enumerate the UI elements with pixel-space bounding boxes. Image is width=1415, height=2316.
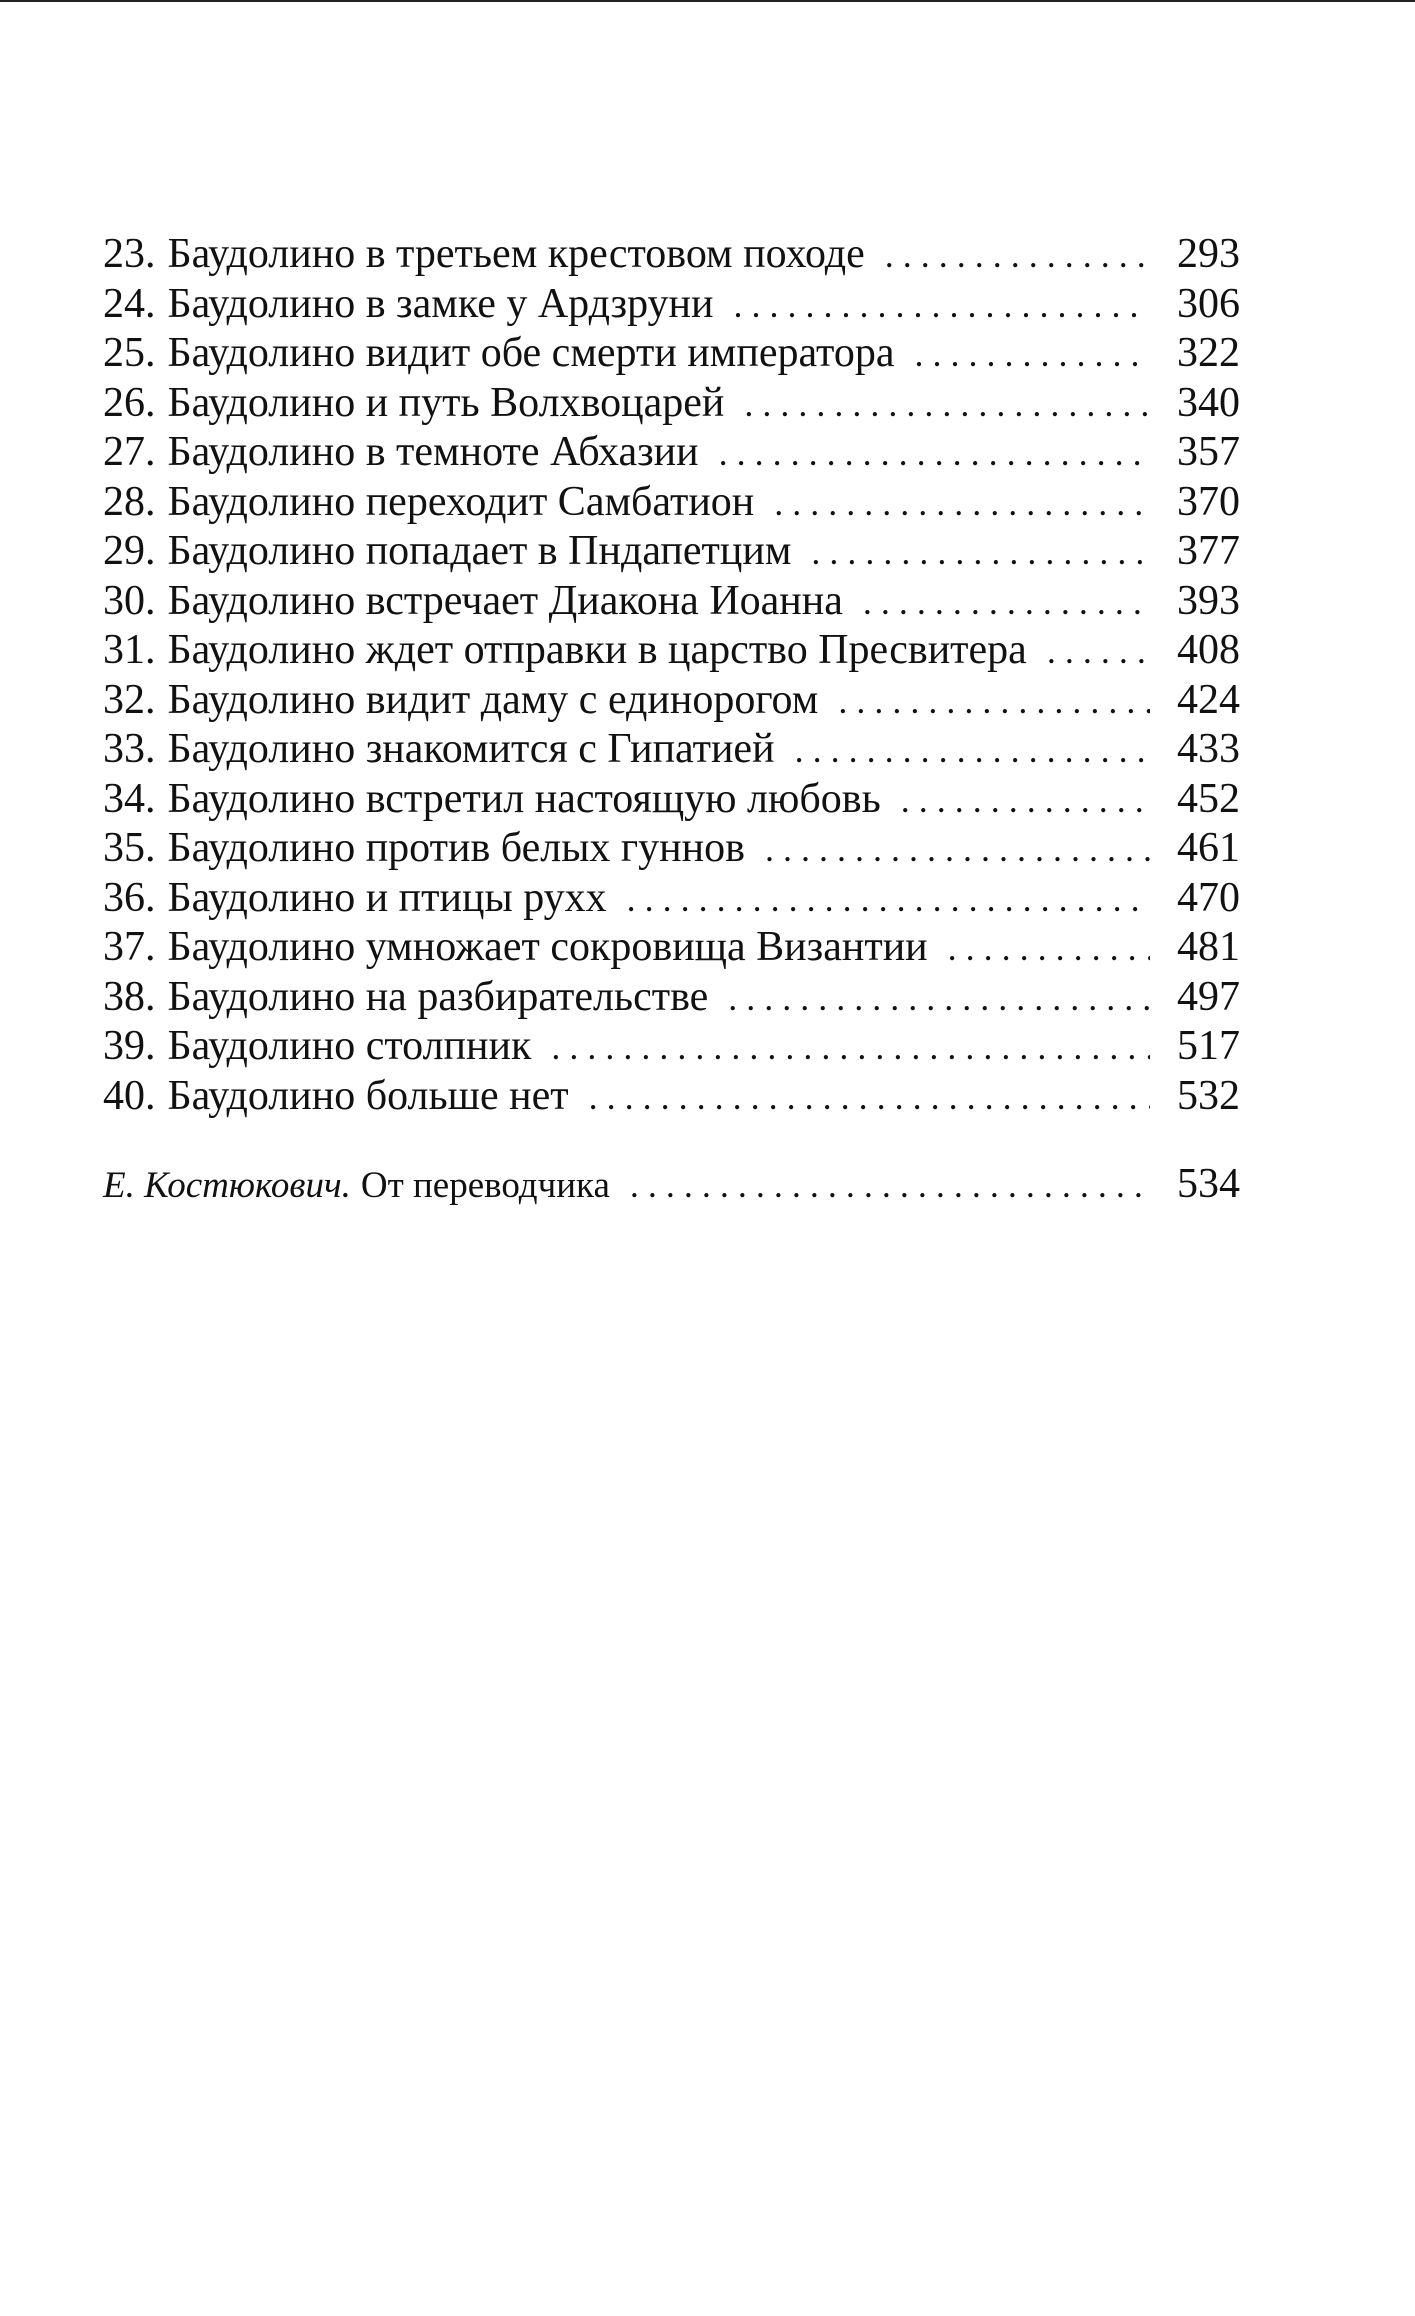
- chapter-title: Баудолино и птицы рухх: [167, 874, 607, 921]
- chapter-title: Баудолино и путь Волхвоцарей: [167, 379, 725, 426]
- chapter-number: 31.: [103, 627, 156, 673]
- chapter-number: 37.: [103, 924, 156, 970]
- chapter-title: Баудолино против белых гуннов: [167, 825, 745, 871]
- afterword-entry: [103, 1160, 1240, 1210]
- chapter-title: Баудолино встречает Диакона Иоанна: [167, 577, 843, 624]
- toc-entry: [103, 824, 1240, 874]
- dot-leader: [885, 231, 1150, 281]
- dot-leader: [774, 479, 1150, 529]
- chapter-title: Баудолино на разбирательстве: [167, 973, 709, 1020]
- chapter-title: Баудолино в темноте Абхазии: [167, 429, 699, 475]
- dot-leader: [838, 677, 1150, 727]
- page-number: 433: [1177, 726, 1240, 772]
- chapter-number: 35.: [103, 825, 156, 871]
- chapter-title: Баудолино встретил настоящую любовь: [167, 775, 881, 822]
- chapter-number: 24.: [103, 280, 156, 327]
- dot-leader: [863, 578, 1150, 628]
- chapter-number: 27.: [103, 429, 156, 475]
- chapter-title: Баудолино в третьем крестовом походе: [167, 231, 865, 277]
- toc-entry: [103, 1072, 1240, 1122]
- chapter-number: 36.: [103, 874, 156, 921]
- table-of-contents: [103, 230, 1240, 1121]
- toc-entry: [103, 428, 1240, 478]
- toc-entry: [103, 1160, 1240, 1210]
- page-number: 532: [1177, 1072, 1240, 1119]
- toc-entry: [103, 923, 1240, 973]
- chapter-title: Баудолино столпник: [167, 1023, 532, 1069]
- toc-entry: [103, 874, 1240, 924]
- page-number: 306: [1177, 280, 1240, 327]
- toc-entry: [103, 329, 1240, 379]
- chapter-number: 38.: [103, 973, 156, 1020]
- toc-entry: [103, 478, 1240, 528]
- dot-leader: [765, 825, 1150, 875]
- chapter-title: Баудолино видит обе смерти императора: [167, 330, 895, 376]
- dot-leader: [914, 330, 1150, 380]
- chapter-title: Баудолино попадает в Пндапетцим: [167, 528, 792, 574]
- page-number: 452: [1177, 775, 1240, 822]
- page-number: 461: [1177, 825, 1240, 871]
- dot-leader: [719, 429, 1150, 479]
- chapter-number: 39.: [103, 1023, 156, 1069]
- dot-leader: [1047, 627, 1150, 677]
- chapter-title: Баудолино видит даму с единорогом: [167, 676, 819, 723]
- afterword-title: От переводчика: [360, 1165, 610, 1206]
- dot-leader: [795, 726, 1150, 776]
- dot-leader: [627, 875, 1150, 925]
- dot-leader: [948, 924, 1150, 974]
- toc-entry: [103, 626, 1240, 676]
- dot-leader: [728, 974, 1150, 1024]
- chapter-title: Баудолино умножает сокровища Византии: [167, 924, 928, 970]
- toc-entry: [103, 973, 1240, 1023]
- page-number: 340: [1177, 379, 1240, 426]
- chapter-title: Баудолино переходит Самбатион: [167, 478, 755, 525]
- page-number: 393: [1177, 577, 1240, 624]
- page-number: 322: [1177, 330, 1240, 376]
- chapter-number: 25.: [103, 330, 156, 376]
- page-number: 517: [1177, 1023, 1240, 1069]
- chapter-title: Баудолино ждет отправки в царство Пресвитера: [167, 627, 1027, 673]
- toc-entry: [103, 775, 1240, 825]
- page-number: 377: [1177, 528, 1240, 574]
- chapter-number: 40.: [103, 1072, 156, 1119]
- dot-leader: [551, 1023, 1150, 1073]
- toc-entry: [103, 379, 1240, 429]
- chapter-number: 28.: [103, 478, 156, 525]
- page-number: 370: [1177, 478, 1240, 525]
- page-number: 424: [1177, 676, 1240, 723]
- chapter-number: 29.: [103, 528, 156, 574]
- dot-leader: [734, 281, 1151, 331]
- toc-entry: [103, 577, 1240, 627]
- page-number: 470: [1177, 874, 1240, 921]
- dot-leader: [630, 1161, 1150, 1211]
- page-number: 481: [1177, 924, 1240, 970]
- chapter-number: 33.: [103, 726, 156, 772]
- dot-leader: [744, 380, 1150, 430]
- page-number: 497: [1177, 973, 1240, 1020]
- chapter-number: 32.: [103, 676, 156, 723]
- toc-entry: [103, 230, 1240, 280]
- chapter-number: 30.: [103, 577, 156, 624]
- dot-leader: [811, 528, 1150, 578]
- toc-entry: [103, 280, 1240, 330]
- page-number: 293: [1177, 231, 1240, 277]
- dot-leader: [901, 776, 1150, 826]
- dot-leader: [589, 1073, 1150, 1123]
- chapter-number: 34.: [103, 775, 156, 822]
- chapter-number: 23.: [103, 231, 156, 277]
- chapter-title: Баудолино знакомится с Гипатией: [167, 726, 775, 772]
- page-number: 534: [1177, 1161, 1240, 1207]
- chapter-title: Баудолино больше нет: [167, 1072, 569, 1119]
- toc-entry: [103, 725, 1240, 775]
- chapter-number: 26.: [103, 379, 156, 426]
- page-number: 408: [1177, 627, 1240, 673]
- toc-entry: [103, 1022, 1240, 1072]
- toc-entry: [103, 527, 1240, 577]
- chapter-title: Баудолино в замке у Ардзруни: [167, 280, 714, 327]
- toc-entry: [103, 676, 1240, 726]
- page-number: 357: [1177, 429, 1240, 475]
- translator-name: Е. Костюкович.: [103, 1165, 351, 1206]
